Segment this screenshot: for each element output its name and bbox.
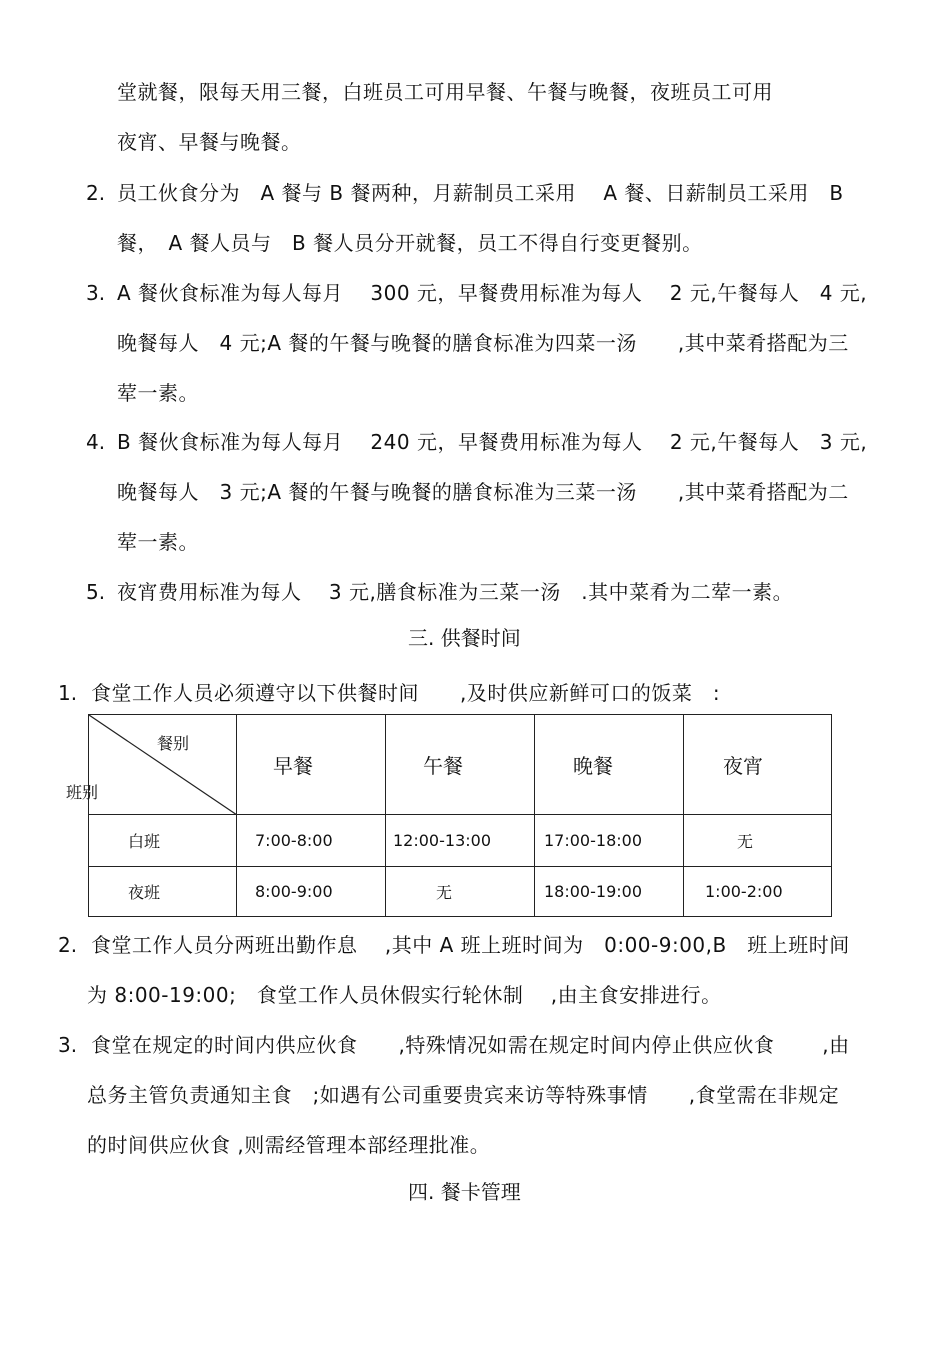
paragraph-line: 食堂在规定的时间内供应伙食 ,特殊情况如需在规定时间内停止供应伙食 ,由	[91, 1033, 850, 1057]
list-number: 4.	[86, 430, 106, 454]
list-number: 5.	[86, 580, 106, 604]
column-header: 夜宵	[684, 715, 832, 815]
paragraph-line: 食堂工作人员必须遵守以下供餐时间 ,及时供应新鲜可口的饭菜 :	[91, 681, 721, 705]
paragraph-line: 夜宵、早餐与晚餐。	[117, 130, 302, 154]
paragraph-line: 荤一素。	[117, 530, 199, 554]
section-title: 四. 餐卡管理	[408, 1180, 521, 1204]
table-cell: 17:00-18:00	[535, 815, 684, 867]
list-number: 3.	[58, 1033, 78, 1057]
table-cell: 无	[684, 815, 832, 867]
paragraph-line: 夜宵费用标准为每人 3 元,膳食标准为三菜一汤 .其中菜肴为二荤一素。	[117, 580, 794, 604]
list-number: 2.	[58, 933, 78, 957]
table-cell: 18:00-19:00	[535, 867, 684, 917]
corner-label-meal: 餐别	[157, 734, 190, 753]
diagonal-line	[89, 715, 237, 815]
column-header: 早餐	[237, 715, 386, 815]
table-corner-cell	[89, 715, 237, 815]
paragraph-line: A 餐伙食标准为每人每月 300 元，早餐费用标准为每人 2 元,午餐每人 4 元,	[117, 281, 868, 305]
column-header: 晚餐	[535, 715, 684, 815]
table-cell: 1:00-2:00	[684, 867, 832, 917]
table-cell: 12:00-13:00	[386, 815, 535, 867]
paragraph-line: 晚餐每人 3 元;A 餐的午餐与晚餐的膳食标准为三菜一汤 ,其中菜肴搭配为二	[117, 480, 849, 504]
column-header: 午餐	[386, 715, 535, 815]
row-header: 夜班	[89, 867, 237, 917]
table-row	[89, 815, 832, 867]
section-title: 三. 供餐时间	[408, 626, 521, 650]
paragraph-line: 总务主管负责通知主食 ;如遇有公司重要贵宾来访等特殊事情 ,食堂需在非规定	[87, 1083, 840, 1107]
row-header: 白班	[89, 815, 237, 867]
list-number: 3.	[86, 281, 106, 305]
list-number: 1.	[58, 681, 78, 705]
table-cell: 8:00-9:00	[237, 867, 386, 917]
table-cell: 7:00-8:00	[237, 815, 386, 867]
table-cell: 无	[386, 867, 535, 917]
paragraph-line: 员工伙食分为 A 餐与 B 餐两种，月薪制员工采用 A 餐、日薪制员工采用 B	[117, 181, 844, 205]
corner-label-shift: 班别	[66, 783, 99, 802]
meal-schedule-table	[88, 714, 832, 917]
paragraph-line: 食堂工作人员分两班出勤作息 ,其中 A 班上班时间为 0:00-9:00,B 班上班时间	[91, 933, 850, 957]
paragraph-line: 荤一素。	[117, 381, 199, 405]
table-row	[89, 867, 832, 917]
paragraph-line: B 餐伙食标准为每人每月 240 元，早餐费用标准为每人 2 元,午餐每人 3 元,	[117, 430, 868, 454]
paragraph-line: 的时间供应伙食 ,则需经管理本部经理批准。	[87, 1133, 491, 1157]
paragraph-line: 晚餐每人 4 元;A 餐的午餐与晚餐的膳食标准为四菜一汤 ,其中菜肴搭配为三	[117, 331, 849, 355]
list-number: 2.	[86, 181, 106, 205]
paragraph-line: 为 8:00-19:00; 食堂工作人员休假实行轮休制 ,由主食安排进行。	[87, 983, 722, 1007]
table-header-row	[89, 715, 832, 815]
paragraph-line: 餐， A 餐人员与 B 餐人员分开就餐，员工不得自行变更餐别。	[117, 231, 703, 255]
paragraph-line: 堂就餐，限每天用三餐，白班员工可用早餐、午餐与晚餐，夜班员工可用	[117, 80, 773, 104]
